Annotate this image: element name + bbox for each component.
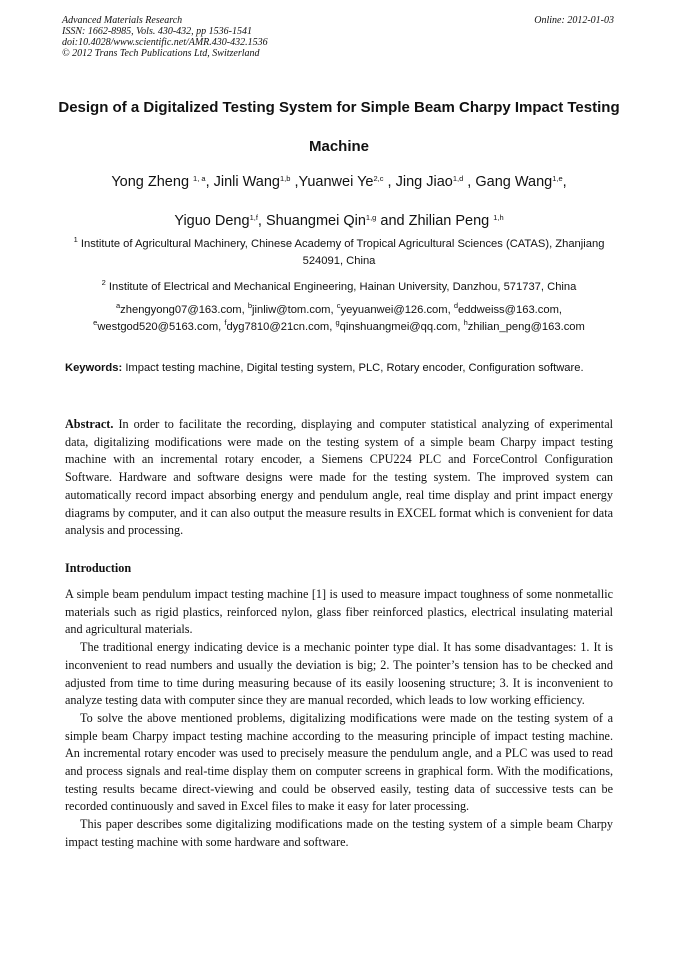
author: Gang Wang$^{1,e}$, <box>475 174 567 190</box>
doi: doi:10.4028/www.scientific.net/AMR.430-432.1536 <box>62 37 268 48</box>
keywords-label: Keywords: <box>65 362 123 374</box>
email: $^b$jinliw@tom.com, <box>247 301 337 316</box>
email: $^c$yeyuanwei@126.com, <box>336 301 454 316</box>
paragraph: The traditional energy indicating device is a mechanic pointer type dial. It has some disadvantages: 1. It is inconvenient to read numbers and usually the deviation is big; 2. The pointer’s tension has to be checked and adjusted from time to time during measuring because of its easily loosening structure; 3. It is inconvenient to analyze testing data with computer since they are manual recorded, which leads to low working efficiency. <box>65 640 613 708</box>
author: Zhilian Peng $^{1,h}$ <box>408 213 504 229</box>
author: Yiguo Deng$^{1,f}$, <box>174 213 266 229</box>
paragraph: A simple beam pendulum impact testing machine [1] is used to measure impact toughness of some nonmetallic materials such as rigid plastics, reinforced nylon, glass fiber reinforced plastics, electrical insulating material and agricultural materials. <box>65 587 613 637</box>
email: $^e$westgod520@5163.com, <box>93 318 225 333</box>
journal-name: Advanced Materials Research <box>62 15 183 26</box>
email: $^h$zhilian_peng@163.com <box>463 318 585 333</box>
copyright: © 2012 Trans Tech Publications Ltd, Switzerland <box>62 48 260 59</box>
paper-title: Design of a Digitalized Testing System for Simple Beam Charpy Impact Testing Machine <box>58 99 620 155</box>
keywords-text: Impact testing machine, Digital testing system, PLC, Rotary encoder, Configuration software. <box>125 362 584 374</box>
email: $^d$eddweiss@163.com, <box>453 301 563 316</box>
email: $^f$dyg7810@21cn.com, <box>224 318 336 333</box>
author: Yuanwei Ye$^{2,c}$ , <box>298 174 396 190</box>
email: $^g$qinshuangmei@qq.com, <box>335 318 464 333</box>
email: $^a$zhengyong07@163.com, <box>115 301 248 316</box>
paragraph: This paper describes some digitalizing modifications made on the testing system of a simple beam Charpy impact testing machine with some hardware and software. <box>65 817 613 849</box>
affiliation-2: $^2$ Institute of Electrical and Mechanical Engineering, Hainan University, Danzhou, 571737, China <box>101 278 577 293</box>
paragraph: To solve the above mentioned problems, digitalizing modifications were made on the testing system of a simple beam Charpy impact testing machine according to the measuring principle of impact testing machine. An incremental rotary encoder was used to precisely measure the pendulum angle, and a PLC was used to read and process signals and real-time display them on computer screens in graphical form. With the modifications, testing results became direct-viewing and could be observed easily, testing data of successive tests can be recorded continuously and saved in Excel files to make it easy for later processing. <box>65 710 613 814</box>
author: Shuangmei Qin$^{1,g}$ and <box>265 213 409 229</box>
online-date: Online: 2012-01-03 <box>534 15 614 26</box>
journal-header <box>62 15 422 59</box>
issn: ISSN: 1662-8985, Vols. 430-432, pp 1536-1541 <box>62 26 252 37</box>
author-list <box>40 163 638 241</box>
affiliation-1: $^1$ Institute of Agricultural Machinery, Chinese Academy of Tropical Agricultural Sciences (CATAS), Zhanjiang 524091, China <box>73 235 605 267</box>
author: Yong Zheng $^{1, a}$, <box>111 174 214 190</box>
abstract-label: Abstract. <box>65 417 114 431</box>
email-list <box>62 302 616 336</box>
abstract-text: In order to facilitate the recording, displaying and computer statistical analyzing of experimental data, digitalizing modifications were made on the testing system of a simple beam Charpy impact testing machine with an incremental rotary encoder, a Siemens CPU224 PLC and ForceControl Configuration Software. Hardware and software designs were made for the testing system. The improved system can automatically record impact absorbing energy and pendulum angle, real time display and print impact energy diagrams by computer, and it can also output the measure results in EXCEL format which is convenient for data analysis and processing. <box>65 417 613 538</box>
keywords <box>65 360 613 378</box>
section-heading-introduction: Introduction <box>65 561 132 575</box>
abstract <box>65 416 613 540</box>
author: Jing Jiao$^{1,d}$ , <box>395 174 476 190</box>
author: Jinli Wang$^{1,b}$ , <box>213 174 299 190</box>
introduction-body <box>65 586 613 852</box>
